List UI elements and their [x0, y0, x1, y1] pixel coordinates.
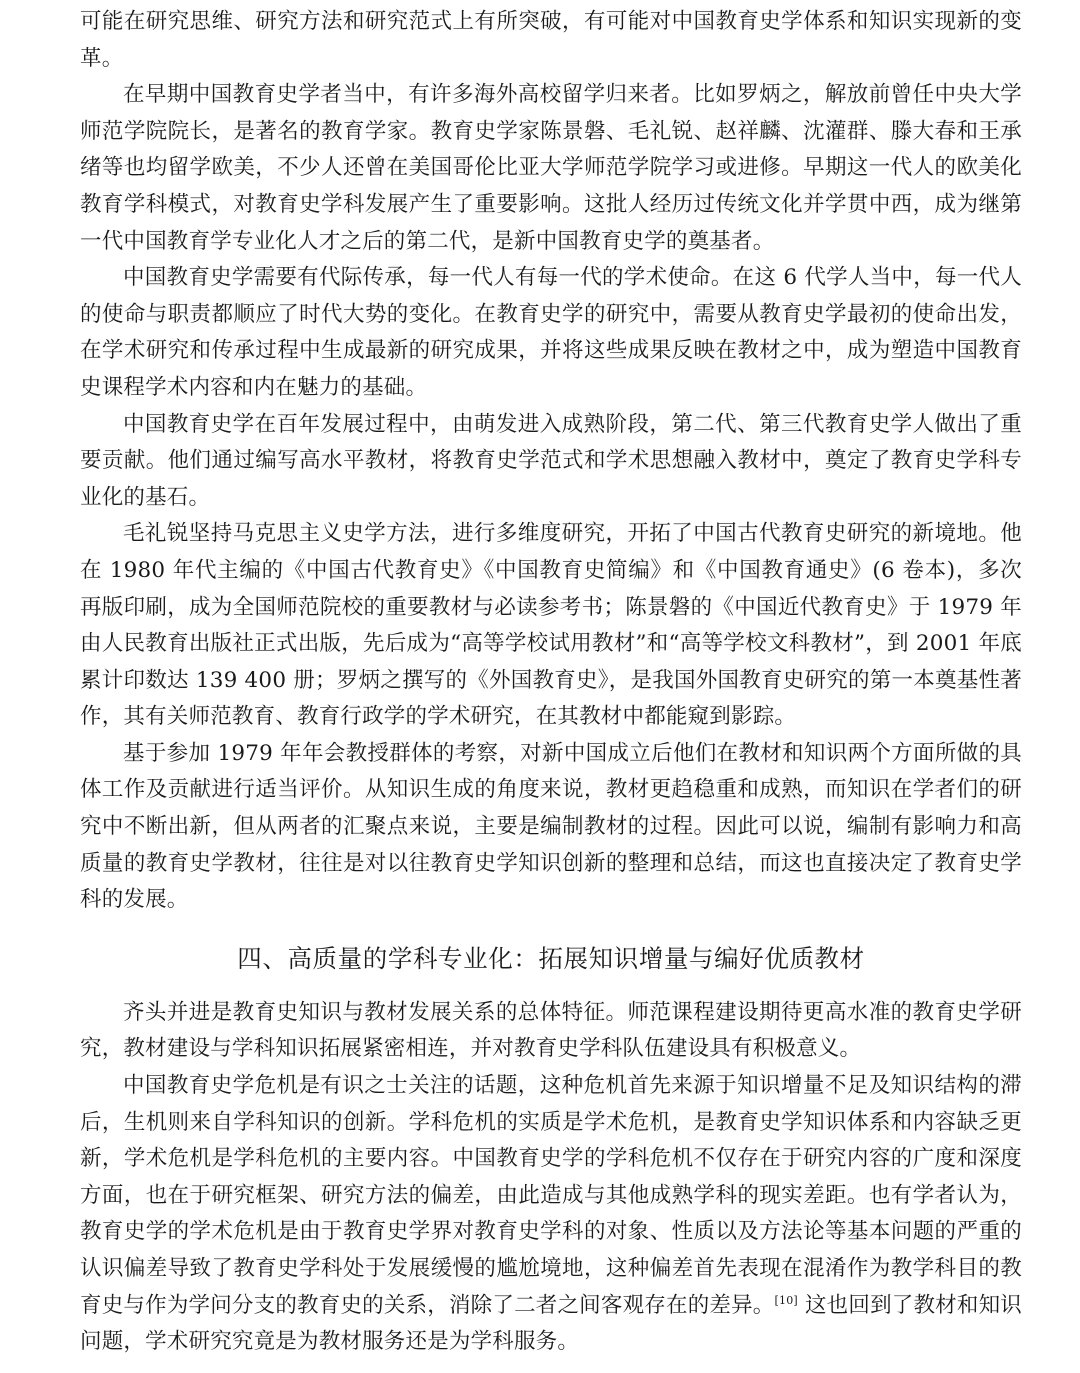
paragraph-evaluation: 基于参加 1979 年年会教授群体的考察，对新中国成立后他们在教材和知识两个方面所做的具体工作及贡献进行适当评价。从知识生成的角度来说，教材更趋稳重和成熟，而知识在学者们的研究中不断出新，但从两者的汇聚点来说，主要是编制教材的过程。因此可以说，编制有影响力和高质量的教育史学教材，往往是对以往教育史学知识创新的整理和总结，而这也直接决定了教育史学科的发展。: [80, 740, 1022, 913]
paragraph-continued: 可能在研究思维、研究方法和研究范式上有所突破，有可能对中国教育史学体系和知识实现新的变革。: [80, 9, 1022, 71]
paragraph-text-before-citation: 中国教育史学危机是有识之士关注的话题，这种危机首先来源于知识增量不足及知识结构的滞后，生机则来自学科知识的创新。学科危机的实质是学术危机，是教育史学知识体系和内容缺乏更新，学术危机是学科危机的主要内容。中国教育史学的学科危机不仅存在于研究内容的广度和深度方面，也在于研究框架、研究方法的偏差，由此造成与其他成熟学科的现实差距。也有学者认为，教育史学的学术危机是由于教育史学界对教育史学科的对象、性质以及方法论等基本问题的严重的认识偏差导致了教育史学科处于发展缓慢的尴尬境地，这种偏差首先表现在混淆作为教学科目的教育史与作为学问分支的教育史的关系，消除了二者之间客观存在的差异。: [80, 1073, 1022, 1318]
citation-marker: [10]: [774, 1293, 798, 1307]
paragraph-textbooks: 毛礼锐坚持马克思主义史学方法，进行多维度研究，开拓了中国古代教育史研究的新境地。他在 1980 年代主编的《中国古代教育史》《中国教育史简编》和《中国教育通史》(6 卷本)，多次再版印刷，成为全国师范院校的重要教材与必读参考书；陈景磐的《中国近代教育史》于 1979 年由人民教育出版社正式出版，先后成为“高等学校试用教材”和“高等学校文科教材”，到 2001 年底累计印数达 139 400 册；罗炳之撰写的《外国教育史》，是我国外国教育史研究的第一本奠基性著作，其有关师范教育、教育行政学的学术研究，在其教材中都能窥到影踪。: [80, 521, 1022, 730]
paragraph-century-development: 中国教育史学在百年发展过程中，由萌发进入成熟阶段，第二代、第三代教育史学人做出了重要贡献。他们通过编写高水平教材，将教育史学范式和学术思想融入教材中，奠定了教育史学科专业化的基石。: [80, 411, 1022, 510]
paragraph-generational-legacy: 中国教育史学需要有代际传承，每一代人有每一代的学术使命。在这 6 代学人当中，每一代人的使命与职责都顺应了时代大势的变化。在教育史学的研究中，需要从教育史学最初的使命出发，在学术研究和传承过程中生成最新的研究成果，并将这些成果反映在教材之中，成为塑造中国教育史课程学术内容和内在魅力的基础。: [80, 265, 1022, 400]
paragraph-overseas-scholars: 在早期中国教育史学者当中，有许多海外高校留学归来者。比如罗炳之，解放前曾任中央大学师范学院院长，是著名的教育学家。教育史学家陈景磐、毛礼锐、赵祥麟、沈灌群、滕大春和王承绪等也均留学欧美，不少人还曾在美国哥伦比亚大学师范学院学习或进修。早期这一代人的欧美化教育学科模式，对教育史学科发展产生了重要影响。这批人经历过传统文化并学贯中西，成为继第一代中国教育学专业化人才之后的第二代，是新中国教育史学的奠基者。: [80, 82, 1022, 254]
paragraph-discipline-crisis: [80, 1068, 1022, 1361]
paragraph-parallel-development: 齐头并进是教育史知识与教材发展关系的总体特征。师范课程建设期待更高水准的教育史学研究，教材建设与学科知识拓展紧密相连，并对教育史学科队伍建设具有积极意义。: [80, 999, 1022, 1062]
section-heading: 四、高质量的学科专业化：拓展知识增量与编好优质教材: [237, 943, 865, 973]
paragraph-text-after-citation: 这也回到了教材和知识问题，学术研究究竟是为教材服务还是为学科服务。: [80, 1292, 1022, 1355]
